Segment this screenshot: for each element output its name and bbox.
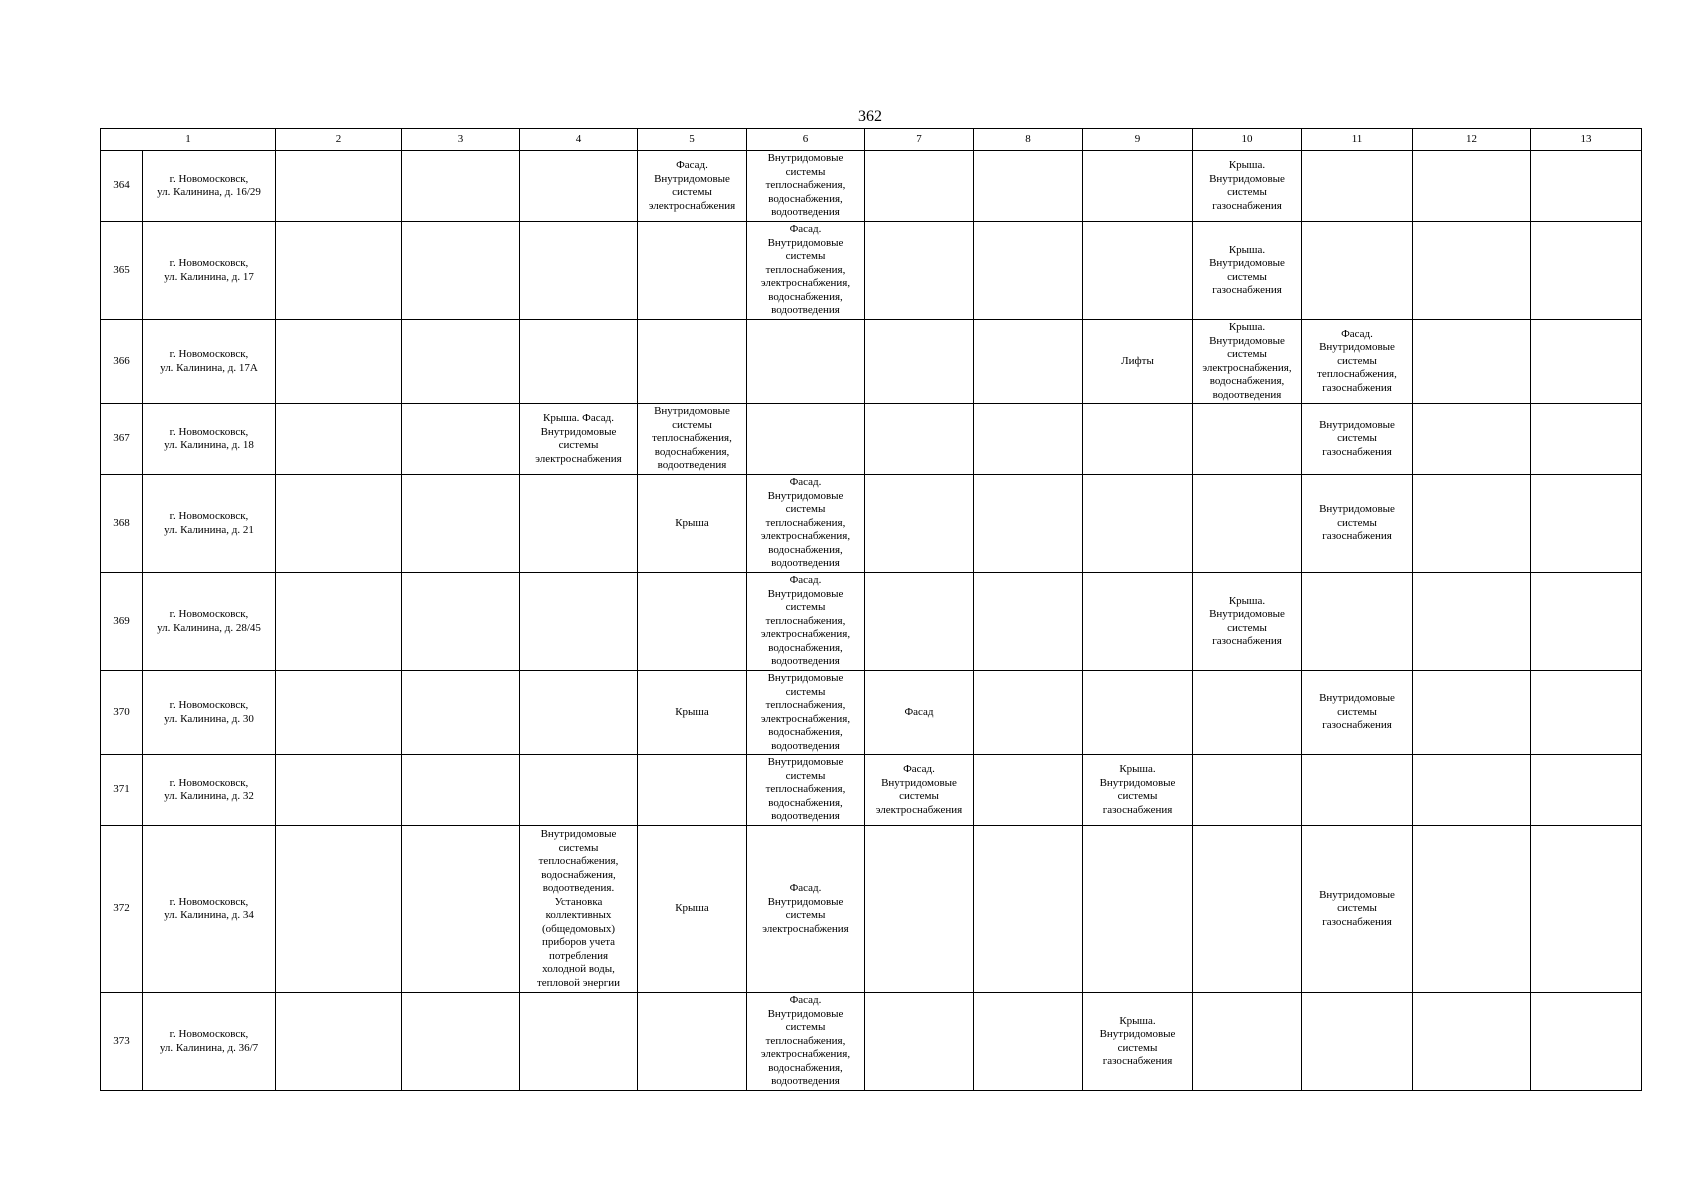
row-number: [101, 671, 143, 755]
column-header-13: 13: [1531, 129, 1642, 151]
col-4-cell: [520, 222, 638, 320]
col-10-cell-text: Крыша. Внутридомовые системы электроснабжения, водоснабжения, водоотведения: [1202, 321, 1292, 401]
col-13-cell: [1531, 404, 1642, 475]
column-header-6: 6: [747, 129, 865, 151]
col-3-cell: [402, 826, 520, 993]
col-9-cell: [1083, 151, 1193, 222]
col-9-cell-text: Лифты: [1121, 354, 1154, 367]
col-11-cell: [1302, 755, 1413, 826]
col-7-cell: [865, 404, 974, 475]
col-12-cell: [1413, 755, 1531, 826]
column-header-7: 7: [865, 129, 974, 151]
col-6-cell-text: Внутридомовые системы теплоснабжения, водоснабжения, водоотведения: [765, 152, 846, 219]
col-6-cell: [747, 475, 865, 573]
col-10-cell: [1193, 151, 1302, 222]
col-11-cell-text: Внутридомовые системы газоснабжения: [1319, 418, 1395, 458]
col-6-cell: [747, 222, 865, 320]
col-12-cell: [1413, 475, 1531, 573]
row-number: [101, 755, 143, 826]
col-4-cell: [520, 755, 638, 826]
row-number-text: 364: [113, 179, 130, 192]
col-9-cell: [1083, 475, 1193, 573]
col-6-cell: [747, 320, 865, 404]
col-5-cell: [638, 404, 747, 475]
column-number-row: [101, 129, 1642, 151]
address-cell-text: г. Новомосковск, ул. Калинина, д. 21: [164, 510, 254, 536]
table-row: [101, 671, 1642, 755]
col-10-cell: [1193, 475, 1302, 573]
table-row: [101, 320, 1642, 404]
table-row: [101, 826, 1642, 993]
row-number-text: 369: [113, 614, 130, 627]
col-4-cell-text: Крыша. Фасад. Внутридомовые системы электроснабжения: [535, 412, 622, 465]
col-9-cell-text: Крыша. Внутридомовые системы газоснабжения: [1099, 1014, 1176, 1067]
col-3-cell: [402, 404, 520, 475]
col-10-cell: [1193, 755, 1302, 826]
col-8-cell: [974, 151, 1083, 222]
col-2-cell: [276, 826, 402, 993]
col-9-cell: [1083, 320, 1193, 404]
col-12-cell: [1413, 671, 1531, 755]
table-row: [101, 755, 1642, 826]
col-5-cell: [638, 993, 747, 1091]
col-11-cell-text: Внутридомовые системы газоснабжения: [1319, 888, 1395, 928]
row-number: [101, 475, 143, 573]
col-5-cell: [638, 826, 747, 993]
address-cell: [143, 151, 276, 222]
address-cell: [143, 671, 276, 755]
column-header-1: 1: [101, 129, 276, 151]
col-13-cell: [1531, 475, 1642, 573]
col-8-cell: [974, 671, 1083, 755]
col-5-cell: [638, 222, 747, 320]
col-4-cell: [520, 151, 638, 222]
col-13-cell: [1531, 826, 1642, 993]
table-row: [101, 475, 1642, 573]
col-10-cell: [1193, 320, 1302, 404]
col-6-cell: [747, 826, 865, 993]
row-number: [101, 151, 143, 222]
col-13-cell: [1531, 320, 1642, 404]
table-row: [101, 993, 1642, 1091]
col-12-cell: [1413, 222, 1531, 320]
address-cell-text: г. Новомосковск, ул. Калинина, д. 17А: [160, 348, 258, 374]
col-7-cell-text: Фасад. Внутридомовые системы электроснабжения: [875, 763, 963, 816]
col-6-cell-text: Фасад. Внутридомовые системы теплоснабжения, электроснабжения, водоснабжения, водоотведения: [760, 223, 851, 317]
col-3-cell: [402, 671, 520, 755]
col-5-cell-text: Внутридомовые системы теплоснабжения, водоснабжения, водоотведения: [652, 405, 732, 472]
row-number: [101, 222, 143, 320]
col-7-cell: [865, 151, 974, 222]
col-5-cell: [638, 320, 747, 404]
col-12-cell: [1413, 320, 1531, 404]
row-number-text: 371: [113, 783, 130, 796]
row-number: [101, 320, 143, 404]
col-5-cell: [638, 151, 747, 222]
col-12-cell: [1413, 826, 1531, 993]
address-cell: [143, 320, 276, 404]
col-11-cell-text: Внутридомовые системы газоснабжения: [1319, 503, 1395, 543]
col-5-cell-text: Крыша: [675, 902, 709, 915]
col-11-cell: [1302, 993, 1413, 1091]
col-13-cell: [1531, 671, 1642, 755]
col-5-cell-text: Фасад. Внутридомовые системы электроснабжения: [648, 159, 736, 212]
col-2-cell: [276, 755, 402, 826]
col-6-cell-text: Фасад. Внутридомовые системы теплоснабжения, электроснабжения, водоснабжения, водоотведения: [760, 476, 851, 570]
col-4-cell: [520, 671, 638, 755]
col-7-cell: [865, 475, 974, 573]
col-3-cell: [402, 222, 520, 320]
col-13-cell: [1531, 151, 1642, 222]
col-10-cell-text: Крыша. Внутридомовые системы газоснабжения: [1209, 159, 1285, 212]
col-13-cell: [1531, 993, 1642, 1091]
col-10-cell: [1193, 404, 1302, 475]
row-number-text: 367: [113, 432, 130, 445]
col-11-cell: [1302, 404, 1413, 475]
address-cell: [143, 404, 276, 475]
address-cell-text: г. Новомосковск, ул. Калинина, д. 17: [164, 257, 254, 283]
col-12-cell: [1413, 151, 1531, 222]
col-11-cell-text: Фасад. Внутридомовые системы теплоснабжения, газоснабжения: [1317, 327, 1397, 394]
table-row: [101, 404, 1642, 475]
col-4-cell: [520, 475, 638, 573]
col-2-cell: [276, 320, 402, 404]
col-5-cell-text: Крыша: [675, 705, 709, 718]
col-6-cell: [747, 404, 865, 475]
col-9-cell: [1083, 671, 1193, 755]
address-cell-text: г. Новомосковск, ул. Калинина, д. 28/45: [157, 608, 261, 634]
column-header-8: 8: [974, 129, 1083, 151]
col-3-cell: [402, 151, 520, 222]
col-7-cell: [865, 573, 974, 671]
col-7-cell: [865, 993, 974, 1091]
row-number: [101, 404, 143, 475]
address-cell-text: г. Новомосковск, ул. Калинина, д. 30: [164, 699, 254, 725]
col-4-cell: [520, 573, 638, 671]
row-number: [101, 573, 143, 671]
col-9-cell: [1083, 826, 1193, 993]
col-7-cell: [865, 671, 974, 755]
col-9-cell: [1083, 573, 1193, 671]
column-header-2: 2: [276, 129, 402, 151]
col-7-cell-text: Фасад: [904, 705, 934, 718]
col-6-cell-text: Внутридомовые системы теплоснабжения, водоснабжения, водоотведения: [765, 756, 846, 823]
row-number-text: 365: [113, 263, 130, 276]
col-7-cell: [865, 826, 974, 993]
col-10-cell-text: Крыша. Внутридомовые системы газоснабжения: [1209, 243, 1285, 296]
address-cell: [143, 826, 276, 993]
col-3-cell: [402, 993, 520, 1091]
col-5-cell: [638, 573, 747, 671]
col-8-cell: [974, 320, 1083, 404]
col-6-cell: [747, 755, 865, 826]
col-2-cell: [276, 671, 402, 755]
col-4-cell: [520, 826, 638, 993]
row-number: [101, 826, 143, 993]
col-9-cell: [1083, 993, 1193, 1091]
col-10-cell: [1193, 222, 1302, 320]
col-6-cell: [747, 151, 865, 222]
row-number-text: 368: [113, 516, 130, 529]
col-10-cell: [1193, 573, 1302, 671]
address-cell-text: г. Новомосковск, ул. Калинина, д. 36/7: [159, 1028, 259, 1054]
table-row: [101, 573, 1642, 671]
row-number-text: 372: [113, 902, 130, 915]
col-4-cell: [520, 404, 638, 475]
col-2-cell: [276, 475, 402, 573]
col-13-cell: [1531, 573, 1642, 671]
col-9-cell: [1083, 755, 1193, 826]
col-6-cell-text: Фасад. Внутридомовые системы теплоснабжения, электроснабжения, водоснабжения, водоотведения: [760, 574, 851, 668]
col-12-cell: [1413, 573, 1531, 671]
column-header-4: 4: [520, 129, 638, 151]
col-8-cell: [974, 222, 1083, 320]
address-cell-text: г. Новомосковск, ул. Калинина, д. 34: [164, 895, 254, 921]
col-10-cell: [1193, 671, 1302, 755]
col-5-cell: [638, 755, 747, 826]
row-number-text: 373: [113, 1034, 130, 1047]
col-5-cell: [638, 671, 747, 755]
col-7-cell: [865, 320, 974, 404]
col-6-cell-text: Фасад. Внутридомовые системы электроснабжения: [762, 882, 849, 935]
col-8-cell: [974, 826, 1083, 993]
col-2-cell: [276, 404, 402, 475]
col-3-cell: [402, 755, 520, 826]
column-header-3: 3: [402, 129, 520, 151]
col-12-cell: [1413, 993, 1531, 1091]
table-row: [101, 151, 1642, 222]
table-row: [101, 222, 1642, 320]
col-9-cell-text: Крыша. Внутридомовые системы газоснабжения: [1099, 763, 1176, 816]
address-cell-text: г. Новомосковск, ул. Калинина, д. 32: [164, 776, 254, 802]
page-number: 362: [858, 108, 882, 125]
col-10-cell-text: Крыша. Внутридомовые системы газоснабжения: [1209, 594, 1285, 647]
row-number-text: 370: [113, 705, 130, 718]
column-header-9: 9: [1083, 129, 1193, 151]
col-8-cell: [974, 573, 1083, 671]
col-10-cell: [1193, 993, 1302, 1091]
col-11-cell: [1302, 151, 1413, 222]
col-2-cell: [276, 573, 402, 671]
row-number: [101, 993, 143, 1091]
col-11-cell: [1302, 671, 1413, 755]
col-2-cell: [276, 151, 402, 222]
column-header-10: 10: [1193, 129, 1302, 151]
col-5-cell-text: Крыша: [675, 516, 709, 529]
col-7-cell: [865, 755, 974, 826]
address-cell: [143, 755, 276, 826]
col-8-cell: [974, 755, 1083, 826]
column-header-11: 11: [1302, 129, 1413, 151]
col-11-cell: [1302, 573, 1413, 671]
col-11-cell-text: Внутридомовые системы газоснабжения: [1319, 692, 1395, 732]
col-6-cell-text: Фасад. Внутридомовые системы теплоснабжения, электроснабжения, водоснабжения, водоотведения: [760, 994, 851, 1088]
address-cell-text: г. Новомосковск, ул. Калинина, д. 18: [164, 425, 254, 451]
col-9-cell: [1083, 404, 1193, 475]
repair-schedule-table: [100, 128, 1642, 1091]
col-3-cell: [402, 475, 520, 573]
address-cell: [143, 475, 276, 573]
col-11-cell: [1302, 222, 1413, 320]
col-11-cell: [1302, 320, 1413, 404]
address-cell: [143, 222, 276, 320]
table-body: [101, 151, 1642, 1091]
col-11-cell: [1302, 826, 1413, 993]
col-13-cell: [1531, 222, 1642, 320]
col-12-cell: [1413, 404, 1531, 475]
col-2-cell: [276, 993, 402, 1091]
column-header-12: 12: [1413, 129, 1531, 151]
address-cell-text: г. Новомосковск, ул. Калинина, д. 16/29: [157, 172, 261, 198]
col-6-cell: [747, 573, 865, 671]
col-5-cell: [638, 475, 747, 573]
row-number-text: 366: [113, 354, 130, 367]
col-4-cell: [520, 993, 638, 1091]
col-13-cell: [1531, 755, 1642, 826]
col-3-cell: [402, 573, 520, 671]
col-7-cell: [865, 222, 974, 320]
col-6-cell-text: Внутридомовые системы теплоснабжения, электроснабжения, водоснабжения, водоотведения: [760, 672, 851, 752]
col-8-cell: [974, 993, 1083, 1091]
address-cell: [143, 573, 276, 671]
col-8-cell: [974, 404, 1083, 475]
col-10-cell: [1193, 826, 1302, 993]
col-11-cell: [1302, 475, 1413, 573]
col-4-cell-text: Внутридомовые системы теплоснабжения, водоснабжения, водоотведения. Установка коллективных (общедомовых) приборов учета потребления холодной воды, тепловой энергии: [536, 828, 621, 989]
col-6-cell: [747, 993, 865, 1091]
address-cell: [143, 993, 276, 1091]
col-4-cell: [520, 320, 638, 404]
col-3-cell: [402, 320, 520, 404]
col-9-cell: [1083, 222, 1193, 320]
col-2-cell: [276, 222, 402, 320]
col-8-cell: [974, 475, 1083, 573]
column-header-5: 5: [638, 129, 747, 151]
col-6-cell: [747, 671, 865, 755]
